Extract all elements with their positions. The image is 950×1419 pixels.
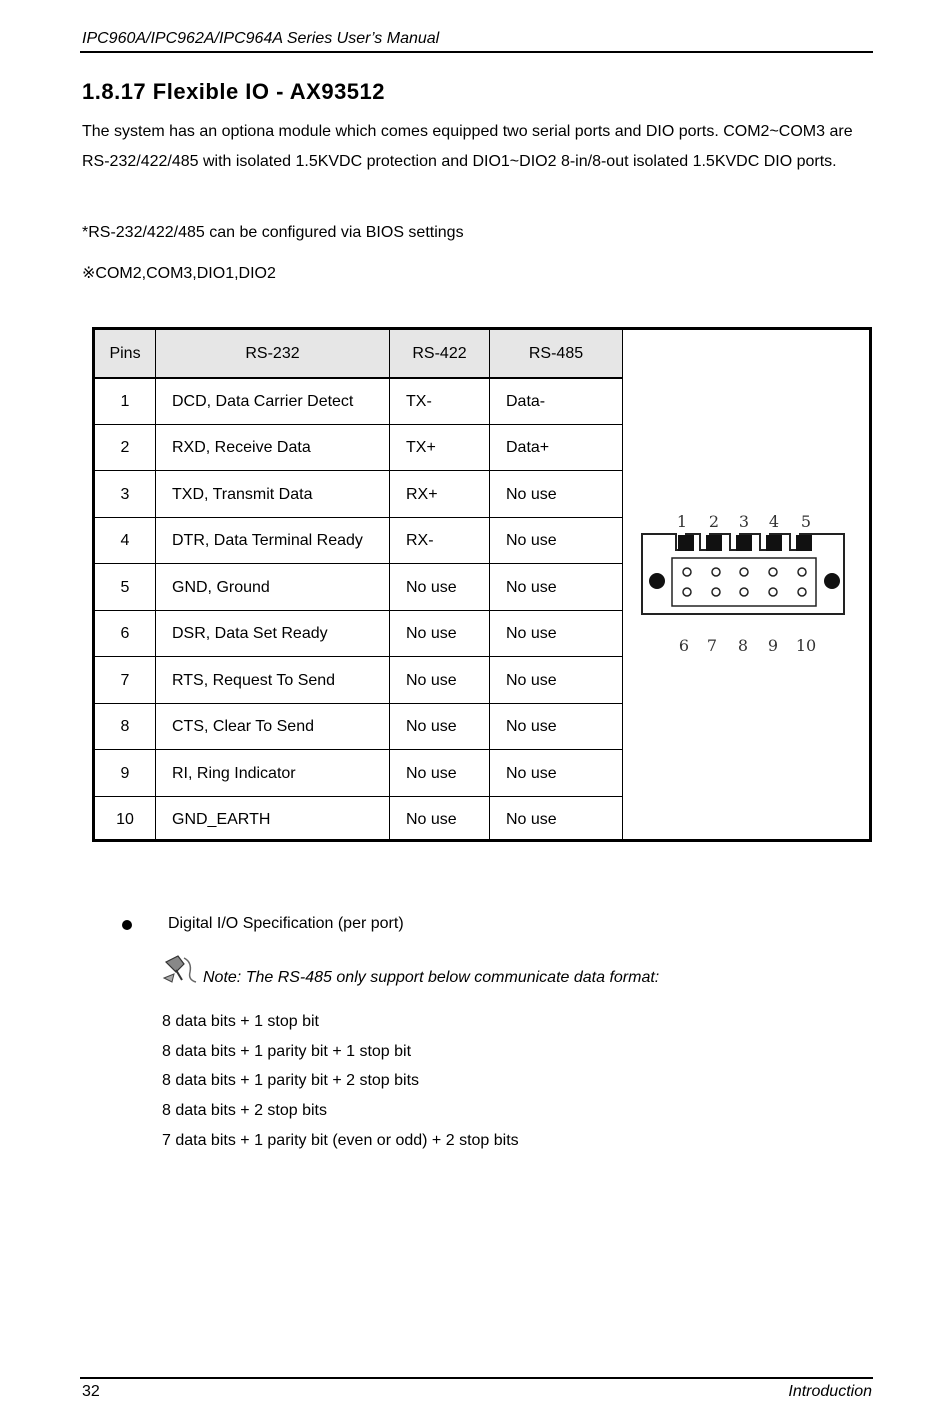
rs485-signal: No use bbox=[506, 625, 557, 642]
rs485-signal: No use bbox=[506, 579, 557, 596]
pin-hole bbox=[740, 568, 748, 576]
rs422-signal: No use bbox=[406, 672, 457, 689]
pin-hole bbox=[769, 588, 777, 596]
intro-paragraph: The system has an optiona module which comes equipped two serial ports and DIO ports. COM2~COM3 are RS-232/422/485 with isolated 1.5KVDC protection and DIO1~DIO2 8-in/8-out isolated 1.5KVDC DIO ports. bbox=[82, 123, 853, 170]
rs422-signal: TX+ bbox=[406, 439, 436, 456]
rs485-signal: No use bbox=[506, 811, 557, 828]
data-format-item: 8 data bits + 1 stop bit bbox=[162, 1013, 319, 1030]
data-format-item: 8 data bits + 2 stop bits bbox=[162, 1102, 327, 1120]
col-header-pins: Pins bbox=[95, 330, 155, 377]
mounting-hole bbox=[824, 573, 840, 589]
pin-number: 5 bbox=[120, 579, 130, 596]
pin-number: 4 bbox=[120, 532, 130, 549]
footer-rule bbox=[80, 1377, 873, 1379]
rs422-signal: No use bbox=[406, 718, 457, 735]
pin-number: 10 bbox=[116, 811, 134, 828]
rs485-signal: No use bbox=[506, 486, 557, 503]
rs422-signal: RX- bbox=[406, 532, 434, 549]
pin-label-bottom: 10 bbox=[795, 636, 817, 655]
rs232-signal: TXD, Transmit Data bbox=[172, 486, 313, 503]
pin-number: 9 bbox=[120, 765, 130, 782]
pin-label-bottom: 9 bbox=[767, 636, 779, 655]
rs422-signal: RX+ bbox=[406, 486, 438, 503]
rs422-signal: No use bbox=[406, 579, 457, 596]
pin-label-top: 2 bbox=[708, 512, 720, 531]
connector-key bbox=[766, 535, 782, 551]
connector-key bbox=[736, 535, 752, 551]
pin-hole bbox=[740, 588, 748, 596]
header-rule bbox=[80, 51, 873, 53]
pushpin-note-icon bbox=[160, 952, 200, 986]
bios-note: *RS-232/422/485 can be configured via BIOS settings bbox=[82, 224, 464, 241]
rs232-signal: DTR, Data Terminal Ready bbox=[172, 532, 363, 549]
rs422-signal: No use bbox=[406, 625, 457, 642]
rs485-signal: No use bbox=[506, 532, 557, 549]
rs422-signal: No use bbox=[406, 811, 457, 828]
table-divider bbox=[622, 330, 623, 839]
rs485-note: Note: The RS-485 only support below communicate data format: bbox=[203, 969, 660, 986]
bullet-icon bbox=[122, 920, 132, 930]
rs232-signal: RXD, Receive Data bbox=[172, 439, 311, 456]
connector-insert bbox=[672, 558, 816, 606]
rs485-signal: Data- bbox=[506, 393, 546, 410]
connector-key bbox=[706, 535, 722, 551]
rs232-signal: DCD, Data Carrier Detect bbox=[172, 393, 354, 410]
pin-number: 6 bbox=[120, 625, 130, 642]
connector-key bbox=[796, 535, 812, 551]
page-number: 32 bbox=[82, 1383, 100, 1400]
pin-hole bbox=[769, 568, 777, 576]
table-divider bbox=[389, 330, 390, 839]
pin-hole bbox=[712, 568, 720, 576]
pin-hole bbox=[712, 588, 720, 596]
col-header-rs232: RS-232 bbox=[156, 330, 389, 377]
connector-key bbox=[678, 535, 694, 551]
data-format-item: 7 data bits + 1 parity bit (even or odd) + 2 stop bits bbox=[162, 1131, 519, 1149]
dio-spec-heading: Digital I/O Specification (per port) bbox=[168, 915, 404, 932]
data-format-list bbox=[162, 1007, 519, 1156]
section-title: 1.8.17 Flexible IO - AX93512 bbox=[82, 79, 386, 104]
rs422-signal: TX- bbox=[406, 393, 432, 410]
footer-section-name: Introduction bbox=[788, 1383, 872, 1400]
pin-number: 2 bbox=[120, 439, 130, 456]
pin-label-top: 1 bbox=[676, 512, 688, 531]
pin-number: 7 bbox=[120, 672, 130, 689]
data-format-item: 8 data bits + 1 parity bit + 1 stop bit bbox=[162, 1042, 412, 1060]
pin-hole bbox=[798, 588, 806, 596]
rs232-signal: GND, Ground bbox=[172, 579, 270, 596]
rs232-signal: DSR, Data Set Ready bbox=[172, 625, 328, 642]
pin-label-top: 4 bbox=[768, 512, 780, 531]
pin-label-bottom: 6 bbox=[678, 636, 690, 655]
pin-label-top: 5 bbox=[800, 512, 812, 531]
mounting-hole bbox=[649, 573, 665, 589]
data-format-item: 8 data bits + 1 parity bit + 2 stop bits bbox=[162, 1072, 420, 1090]
rs232-signal: GND_EARTH bbox=[172, 811, 271, 828]
rs485-signal: No use bbox=[506, 672, 557, 689]
port-list: ※COM2,COM3,DIO1,DIO2 bbox=[82, 265, 276, 282]
col-header-rs485: RS-485 bbox=[490, 330, 622, 377]
pin-label-bottom: 8 bbox=[737, 636, 749, 655]
pin-number: 3 bbox=[120, 486, 130, 503]
pin-hole bbox=[683, 588, 691, 596]
table-divider bbox=[489, 330, 490, 839]
pin-number: 8 bbox=[120, 718, 130, 735]
pin-hole bbox=[798, 568, 806, 576]
table-divider bbox=[155, 330, 156, 839]
pin-hole bbox=[683, 568, 691, 576]
running-header: IPC960A/IPC962A/IPC964A Series User’s Manual bbox=[82, 30, 440, 47]
rs232-signal: CTS, Clear To Send bbox=[172, 718, 314, 735]
rs485-signal: No use bbox=[506, 765, 557, 782]
pin-label-top: 3 bbox=[738, 512, 750, 531]
pin-label-bottom: 7 bbox=[706, 636, 718, 655]
rs232-signal: RI, Ring Indicator bbox=[172, 765, 296, 782]
pin-number: 1 bbox=[120, 393, 130, 410]
rs422-signal: No use bbox=[406, 765, 457, 782]
rs485-signal: Data+ bbox=[506, 439, 550, 456]
rs232-signal: RTS, Request To Send bbox=[172, 672, 336, 689]
rs485-signal: No use bbox=[506, 718, 557, 735]
col-header-rs422: RS-422 bbox=[390, 330, 489, 377]
connector-diagram bbox=[640, 508, 846, 658]
